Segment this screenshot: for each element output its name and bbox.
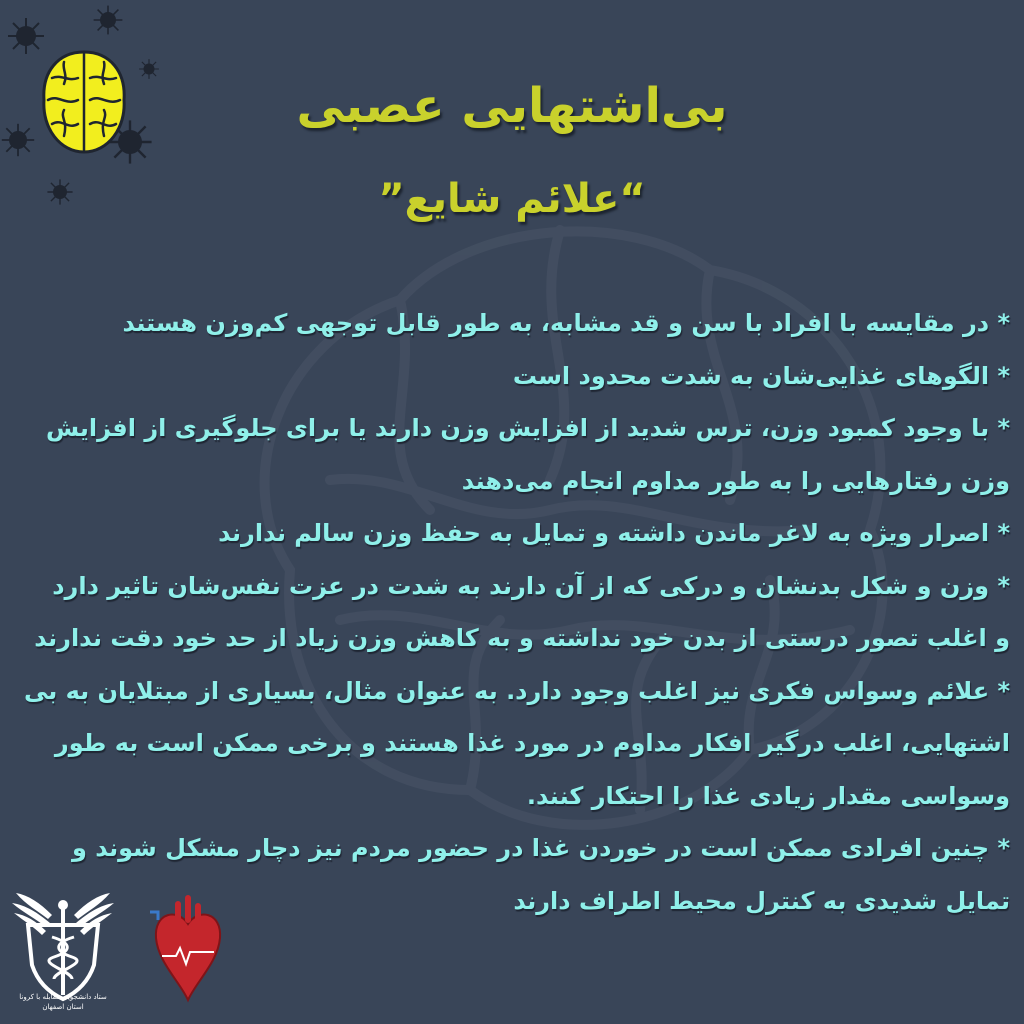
text-line: * چنین افرادی ممکن است در خوردن غذا در حضور مردم نیز دچار مشکل شوند و <box>71 834 1010 862</box>
text-line: و اغلب تصور درستی از بدن خود نداشته و به کاهش وزن زیاد از حد خود دقت ندارند <box>34 624 1010 652</box>
text-line: * در مقایسه با افراد با سن و قد مشابه، به طور قابل توجهی کم‌وزن هستند <box>122 309 1010 337</box>
text-line: * علائم وسواس فکری نیز اغلب وجود دارد. به عنوان مثال، بسیاری از مبتلایان به بی <box>23 676 1010 705</box>
text-line: * اصرار ویژه به لاغر ماندن داشته و تمایل به حفظ وزن سالم ندارند <box>218 519 1010 547</box>
text-line: وسواسی مقدار زیادی غذا را احتکار کنند. <box>526 781 1010 810</box>
virus-icon <box>138 58 160 80</box>
text-line: وزن رفتارهایی را به طور مداوم انجام می‌دهند <box>461 466 1010 495</box>
text-line: * الگوهای غذایی‌شان به شدت محدود است <box>512 361 1010 390</box>
page-subtitle: “علائم شایع” <box>378 176 646 222</box>
text-line: تمایل شدیدی به کنترل محیط اطراف دارند <box>513 886 1010 915</box>
text-line: اشتهایی، اغلب درگیر افکار مداوم در مورد غذا هستند و برخی ممکن است به طور <box>54 729 1010 757</box>
logo-caption: ستاد دانشجویی مقابله با کرونا استان اصفهان <box>19 993 107 1011</box>
heart-logo-icon <box>148 890 228 1010</box>
text-line: * وزن و شکل بدنشان و درکی که از آن دارند به شدت در عزت نفس‌شان تاثیر دارد <box>52 571 1010 600</box>
page-title: بی‌اشتهایی عصبی <box>296 78 728 134</box>
symptoms-text <box>14 297 1010 927</box>
text-line: * با وجود کمبود وزن، ترس شدید از افزایش وزن دارند یا برای جلوگیری از افزایش <box>45 414 1010 442</box>
virus-icon <box>92 4 124 36</box>
